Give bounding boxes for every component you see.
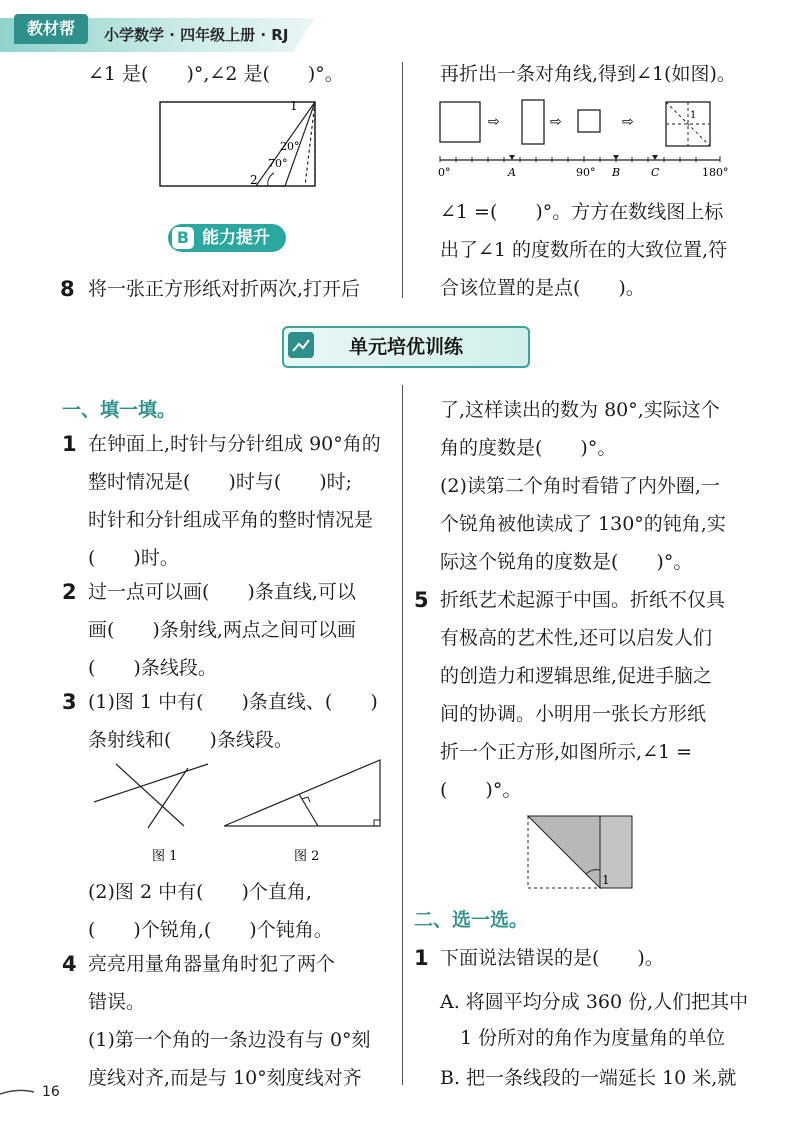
- q8-line3: 出了∠1 的度数所在的大致位置,符: [440, 239, 728, 261]
- q4-line: 亮亮用量角器量角时犯了两个: [88, 953, 336, 975]
- q4-number: 4: [62, 952, 77, 976]
- q8-line4: 合该位置的是点( )。: [440, 277, 645, 299]
- fold-angle-label: 1: [690, 110, 697, 121]
- q1-line: 整时情况是( )时与( )时;: [88, 471, 353, 493]
- folded-paper-figure: [526, 814, 636, 890]
- q5-number: 5: [414, 588, 429, 612]
- q4-cont-line: 角的度数是( )°。: [440, 437, 617, 459]
- section-choose-heading: 二、选一选。: [414, 909, 529, 931]
- option-a-cont: 1 份所对的角作为度量角的单位: [460, 1027, 726, 1049]
- nl-point-b: B: [612, 166, 621, 179]
- q5-line: ( )°。: [440, 779, 522, 801]
- angle1-label: 1: [290, 99, 298, 113]
- q2-line: 过一点可以画( )条直线,可以: [88, 581, 356, 603]
- q3-line: (1)图 1 中有( )条直线、( ): [88, 691, 378, 713]
- badge-text: 能力提升: [202, 228, 270, 248]
- q5-angle-label: 1: [602, 873, 610, 887]
- nl-180: 180°: [702, 166, 728, 179]
- q7-text: ∠1 是( )°,∠2 是( )°。: [88, 63, 344, 85]
- q8-text: 将一张正方形纸对折两次,打开后: [88, 278, 361, 300]
- q5-line: 有极高的艺术性,还可以启发人们: [440, 627, 713, 649]
- q4-cont-line: 际这个锐角的度数是( )°。: [440, 551, 693, 573]
- column-divider-bottom: [402, 385, 403, 1085]
- section-banner: [282, 326, 530, 368]
- q4-line: 错误。: [88, 991, 146, 1013]
- q1-number: 1: [62, 432, 77, 456]
- book-title: 小学数学 · 四年级上册 · RJ: [104, 26, 289, 44]
- badge-letter: B: [172, 227, 194, 249]
- q3-figures: [88, 756, 390, 868]
- nl-point-c: C: [651, 166, 660, 179]
- q1-line: ( )时。: [88, 547, 179, 569]
- banner-title: 单元培优训练: [348, 336, 463, 358]
- q1-line: 在钟面上,时针与分针组成 90°角的: [88, 433, 381, 455]
- q3b-line: (2)图 2 中有( )个直角,: [88, 881, 312, 903]
- angle-20-label: 20°: [280, 140, 300, 153]
- q2-line: 画( )条射线,两点之间可以画: [88, 619, 356, 641]
- nl-90: 90°: [576, 166, 596, 179]
- q3b-line: ( )个锐角,( )个钝角。: [88, 919, 333, 941]
- q4-cont-line: (2)读第二个角时看错了内外圈,一: [440, 475, 720, 497]
- page-swoosh-icon: [0, 1080, 40, 1100]
- angle2-label: 2: [250, 173, 258, 187]
- q1-line: 时针和分针组成平角的整时情况是: [88, 509, 374, 531]
- q8-answer-line: ∠1 =( )°。方方在数线图上标: [440, 201, 724, 223]
- s2q1-number: 1: [414, 946, 429, 970]
- svg-text:⇨: ⇨: [622, 114, 634, 130]
- paper-fold-sequence: [438, 96, 728, 180]
- q4-line: 度线对齐,而是与 10°刻度线对齐: [88, 1067, 362, 1089]
- q5-line: 间的协调。小明用一张长方形纸: [440, 703, 707, 725]
- q8-number: 8: [60, 277, 75, 301]
- q8-continued: 再折出一条对角线,得到∠1(如图)。: [440, 63, 736, 85]
- option-b: B. 把一条线段的一端延长 10 米,就: [440, 1067, 737, 1089]
- q5-line: 折纸艺术起源于中国。折纸不仅具: [440, 589, 726, 611]
- nl-point-a: A: [508, 166, 516, 179]
- option-a: A. 将圆平均分成 360 份,人们把其中: [440, 991, 749, 1013]
- angle-70-label: 70°: [268, 157, 288, 170]
- q2-line: ( )条线段。: [88, 657, 217, 679]
- svg-text:⇨: ⇨: [488, 114, 500, 130]
- q4-line: (1)第一个角的一条边没有与 0°刻: [88, 1029, 371, 1051]
- q3-number: 3: [62, 690, 77, 714]
- q3-line: 条射线和( )条线段。: [88, 729, 293, 751]
- svg-text:⇨: ⇨: [550, 114, 562, 130]
- column-divider-top: [402, 62, 403, 298]
- page-number: 16: [42, 1084, 60, 1100]
- section-fill-heading: 一、填一填。: [62, 399, 177, 421]
- fig1-caption: 图 1: [152, 849, 178, 864]
- q5-line: 的创造力和逻辑思维,促进手脑之: [440, 665, 713, 687]
- s2q1-text: 下面说法错误的是( )。: [440, 947, 664, 969]
- fig2-caption: 图 2: [294, 849, 320, 864]
- ability-badge: [168, 224, 286, 252]
- q2-number: 2: [62, 580, 77, 604]
- fold-rectangle-figure: [150, 95, 330, 195]
- q4-cont-line: 个锐角被他读成了 130°的钝角,实: [440, 513, 726, 535]
- publisher-logo: 教材帮: [14, 14, 88, 44]
- nl-0: 0°: [438, 166, 451, 179]
- q5-line: 折一个正方形,如图所示,∠1 =: [440, 741, 693, 763]
- q4-cont-line: 了,这样读出的数为 80°,实际这个: [440, 399, 720, 421]
